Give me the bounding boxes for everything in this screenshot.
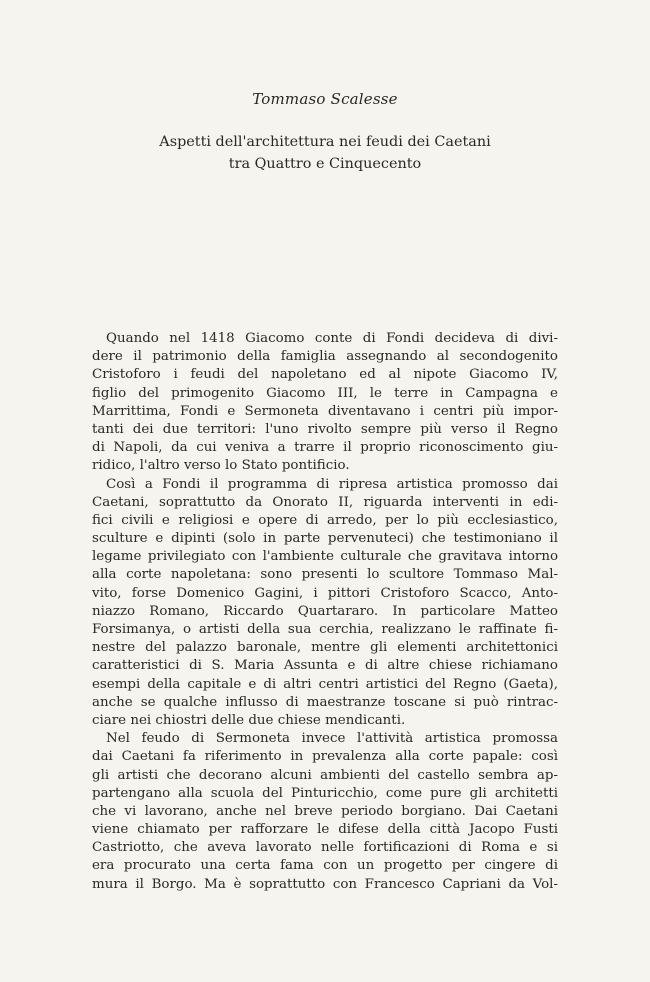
text-line: partengano alla scuola del Pinturicchio, come pure gli architetti bbox=[92, 785, 558, 801]
text-line: viene chiamato per rafforzare le difese della città Jacopo Fusti bbox=[92, 822, 558, 838]
text-line: fici civili e religiosi e opere di arredo, per lo più ecclesiastico, bbox=[92, 512, 558, 528]
text-line: Nel feudo di Sermoneta invece l'attività artistica promossa bbox=[106, 731, 558, 747]
text-line: dai Caetani fa riferimento in prevalenza alla corte papale: così bbox=[92, 749, 558, 765]
text-line: alla corte napoletana: sono presenti lo scultore Tommaso Mal- bbox=[92, 567, 558, 583]
text-line: mura il Borgo. Ma è soprattutto con Francesco Capriani da Vol- bbox=[92, 876, 558, 892]
text-line: ridico, l'altro verso lo Stato pontificio. bbox=[92, 458, 350, 474]
text-line: legame privilegiato con l'ambiente culturale che gravitava intorno bbox=[92, 549, 558, 565]
text-line: ciare nei chiostri delle due chiese mendicanti. bbox=[92, 712, 406, 728]
title-line: tra Quattro e Cinquecento bbox=[228, 156, 422, 172]
text-line: esempi della capitale e di altri centri artistici del Regno (Gaeta), bbox=[92, 676, 558, 692]
text-line: Marrittima, Fondi e Sermoneta diventavano i centri più impor- bbox=[92, 403, 558, 419]
text-line: Forsimanya, o artisti della sua cerchia, realizzano le raffinate fi- bbox=[92, 622, 558, 637]
text-line: gli artisti che decorano alcuni ambienti del castello sembra ap- bbox=[92, 767, 558, 783]
text-line: dere il patrimonio della famiglia assegnando al secondogenito bbox=[92, 349, 558, 365]
body-text bbox=[92, 330, 558, 894]
author-name: Tommaso Scalesse bbox=[252, 90, 398, 108]
text-line: Cristoforo i feudi del napoletano ed al nipote Giacomo IV, bbox=[92, 367, 558, 383]
text-line: Quando nel 1418 Giacomo conte di Fondi decideva di divi- bbox=[106, 331, 558, 346]
text-line: Castriotto, che aveva lavorato nelle fortificazioni di Roma e si bbox=[92, 840, 558, 856]
text-line: era procurato una certa fama con un progetto per cingere di bbox=[92, 858, 558, 874]
text-line: figlio del primogenito Giacomo III, le terre in Campagna e bbox=[92, 385, 558, 401]
text-line: che vi lavorano, anche nel breve periodo borgiano. Dai Caetani bbox=[92, 803, 558, 819]
title-line: Aspetti dell'architettura nei feudi dei Caetani bbox=[159, 134, 491, 150]
text-line: Così a Fondi il programma di ripresa artistica promosso dai bbox=[106, 476, 558, 492]
text-line: nestre del palazzo baronale, mentre gli elementi architettonici bbox=[92, 640, 558, 656]
text-line: sculture e dipinti (solo in parte pervenuteci) che testimoniano il bbox=[92, 531, 558, 547]
text-line: di Napoli, da cui veniva a trarre il proprio riconoscimento giu- bbox=[92, 440, 558, 456]
text-line: caratteristici di S. Maria Assunta e di altre chiese richiamano bbox=[92, 658, 558, 674]
article-title bbox=[0, 131, 650, 175]
text-line: Caetani, soprattutto da Onorato II, riguarda interventi in edi- bbox=[92, 494, 558, 510]
text-line: vito, forse Domenico Gagini, i pittori Cristoforo Scacco, Anto- bbox=[92, 585, 558, 601]
text-line: niazzo Romano, Riccardo Quartararo. In particolare Matteo bbox=[92, 603, 558, 619]
text-line: anche se qualche influsso di maestranze toscane si può rintrac- bbox=[92, 694, 558, 710]
text-line: tanti dei due territori: l'uno rivolto sempre più verso il Regno bbox=[92, 421, 558, 437]
